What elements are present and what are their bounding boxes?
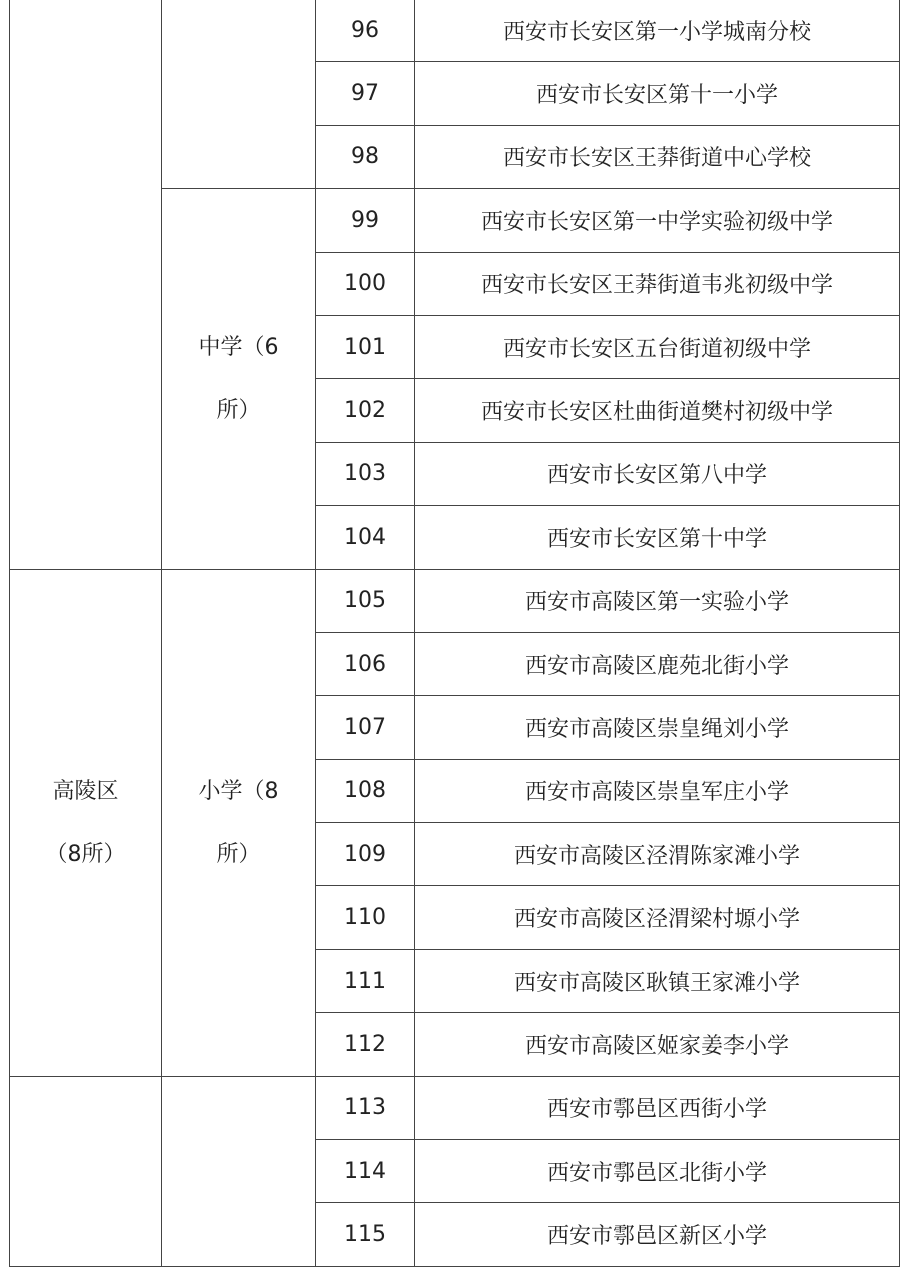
school-name: 西安市鄠邑区北街小学 xyxy=(415,1140,900,1203)
row-number: 104 xyxy=(316,506,415,569)
school-name: 西安市长安区第十一小学 xyxy=(415,62,900,125)
row-number: 99 xyxy=(316,189,415,252)
row-number: 96 xyxy=(316,0,415,62)
level-cell-empty xyxy=(162,0,316,189)
row-number: 98 xyxy=(316,125,415,188)
school-name: 西安市高陵区崇皇军庄小学 xyxy=(415,759,900,822)
table-row xyxy=(10,1076,900,1139)
level-label-line2: 所） xyxy=(216,841,261,867)
level-cell-middle-school xyxy=(162,189,316,569)
school-name: 西安市高陵区姬家姜李小学 xyxy=(415,1013,900,1076)
row-number: 108 xyxy=(316,759,415,822)
school-name: 西安市高陵区泾渭陈家滩小学 xyxy=(415,823,900,886)
row-number: 109 xyxy=(316,823,415,886)
row-number: 103 xyxy=(316,442,415,505)
district-cell-empty xyxy=(10,0,162,569)
school-name: 西安市长安区第八中学 xyxy=(415,442,900,505)
school-name: 西安市高陵区泾渭梁村塬小学 xyxy=(415,886,900,949)
school-name: 西安市长安区杜曲街道樊村初级中学 xyxy=(415,379,900,442)
level-cell-empty xyxy=(162,1076,316,1266)
level-label-line2: 所） xyxy=(216,397,261,423)
school-name: 西安市长安区第一中学实验初级中学 xyxy=(415,189,900,252)
row-number: 115 xyxy=(316,1203,415,1266)
school-name: 西安市长安区王莽街道韦兆初级中学 xyxy=(415,252,900,315)
row-number: 97 xyxy=(316,62,415,125)
row-number: 106 xyxy=(316,632,415,695)
table-row xyxy=(10,569,900,632)
school-name: 西安市鄠邑区西街小学 xyxy=(415,1076,900,1139)
row-number: 112 xyxy=(316,1013,415,1076)
school-name: 西安市高陵区鹿苑北街小学 xyxy=(415,632,900,695)
school-name: 西安市高陵区耿镇王家滩小学 xyxy=(415,949,900,1012)
row-number: 105 xyxy=(316,569,415,632)
row-number: 100 xyxy=(316,252,415,315)
school-name: 西安市长安区五台街道初级中学 xyxy=(415,315,900,378)
row-number: 111 xyxy=(316,949,415,1012)
row-number: 110 xyxy=(316,886,415,949)
district-label-line2: （8所） xyxy=(45,841,126,867)
row-number: 114 xyxy=(316,1140,415,1203)
row-number: 113 xyxy=(316,1076,415,1139)
row-number: 107 xyxy=(316,696,415,759)
school-name: 西安市长安区王莽街道中心学校 xyxy=(415,125,900,188)
district-label-line1: 高陵区 xyxy=(52,778,119,804)
district-cell-empty xyxy=(10,1076,162,1266)
table-row xyxy=(10,0,900,62)
school-name: 西安市鄠邑区新区小学 xyxy=(415,1203,900,1266)
district-cell-gaoling xyxy=(10,569,162,1076)
row-number: 101 xyxy=(316,315,415,378)
school-name: 西安市高陵区第一实验小学 xyxy=(415,569,900,632)
level-cell-primary-school xyxy=(162,569,316,1076)
level-label-line1: 小学（8 xyxy=(198,778,279,804)
school-list-table xyxy=(9,0,900,1267)
school-name: 西安市长安区第一小学城南分校 xyxy=(415,0,900,62)
school-name: 西安市高陵区崇皇绳刘小学 xyxy=(415,696,900,759)
school-name: 西安市长安区第十中学 xyxy=(415,506,900,569)
level-label-line1: 中学（6 xyxy=(198,334,279,360)
row-number: 102 xyxy=(316,379,415,442)
